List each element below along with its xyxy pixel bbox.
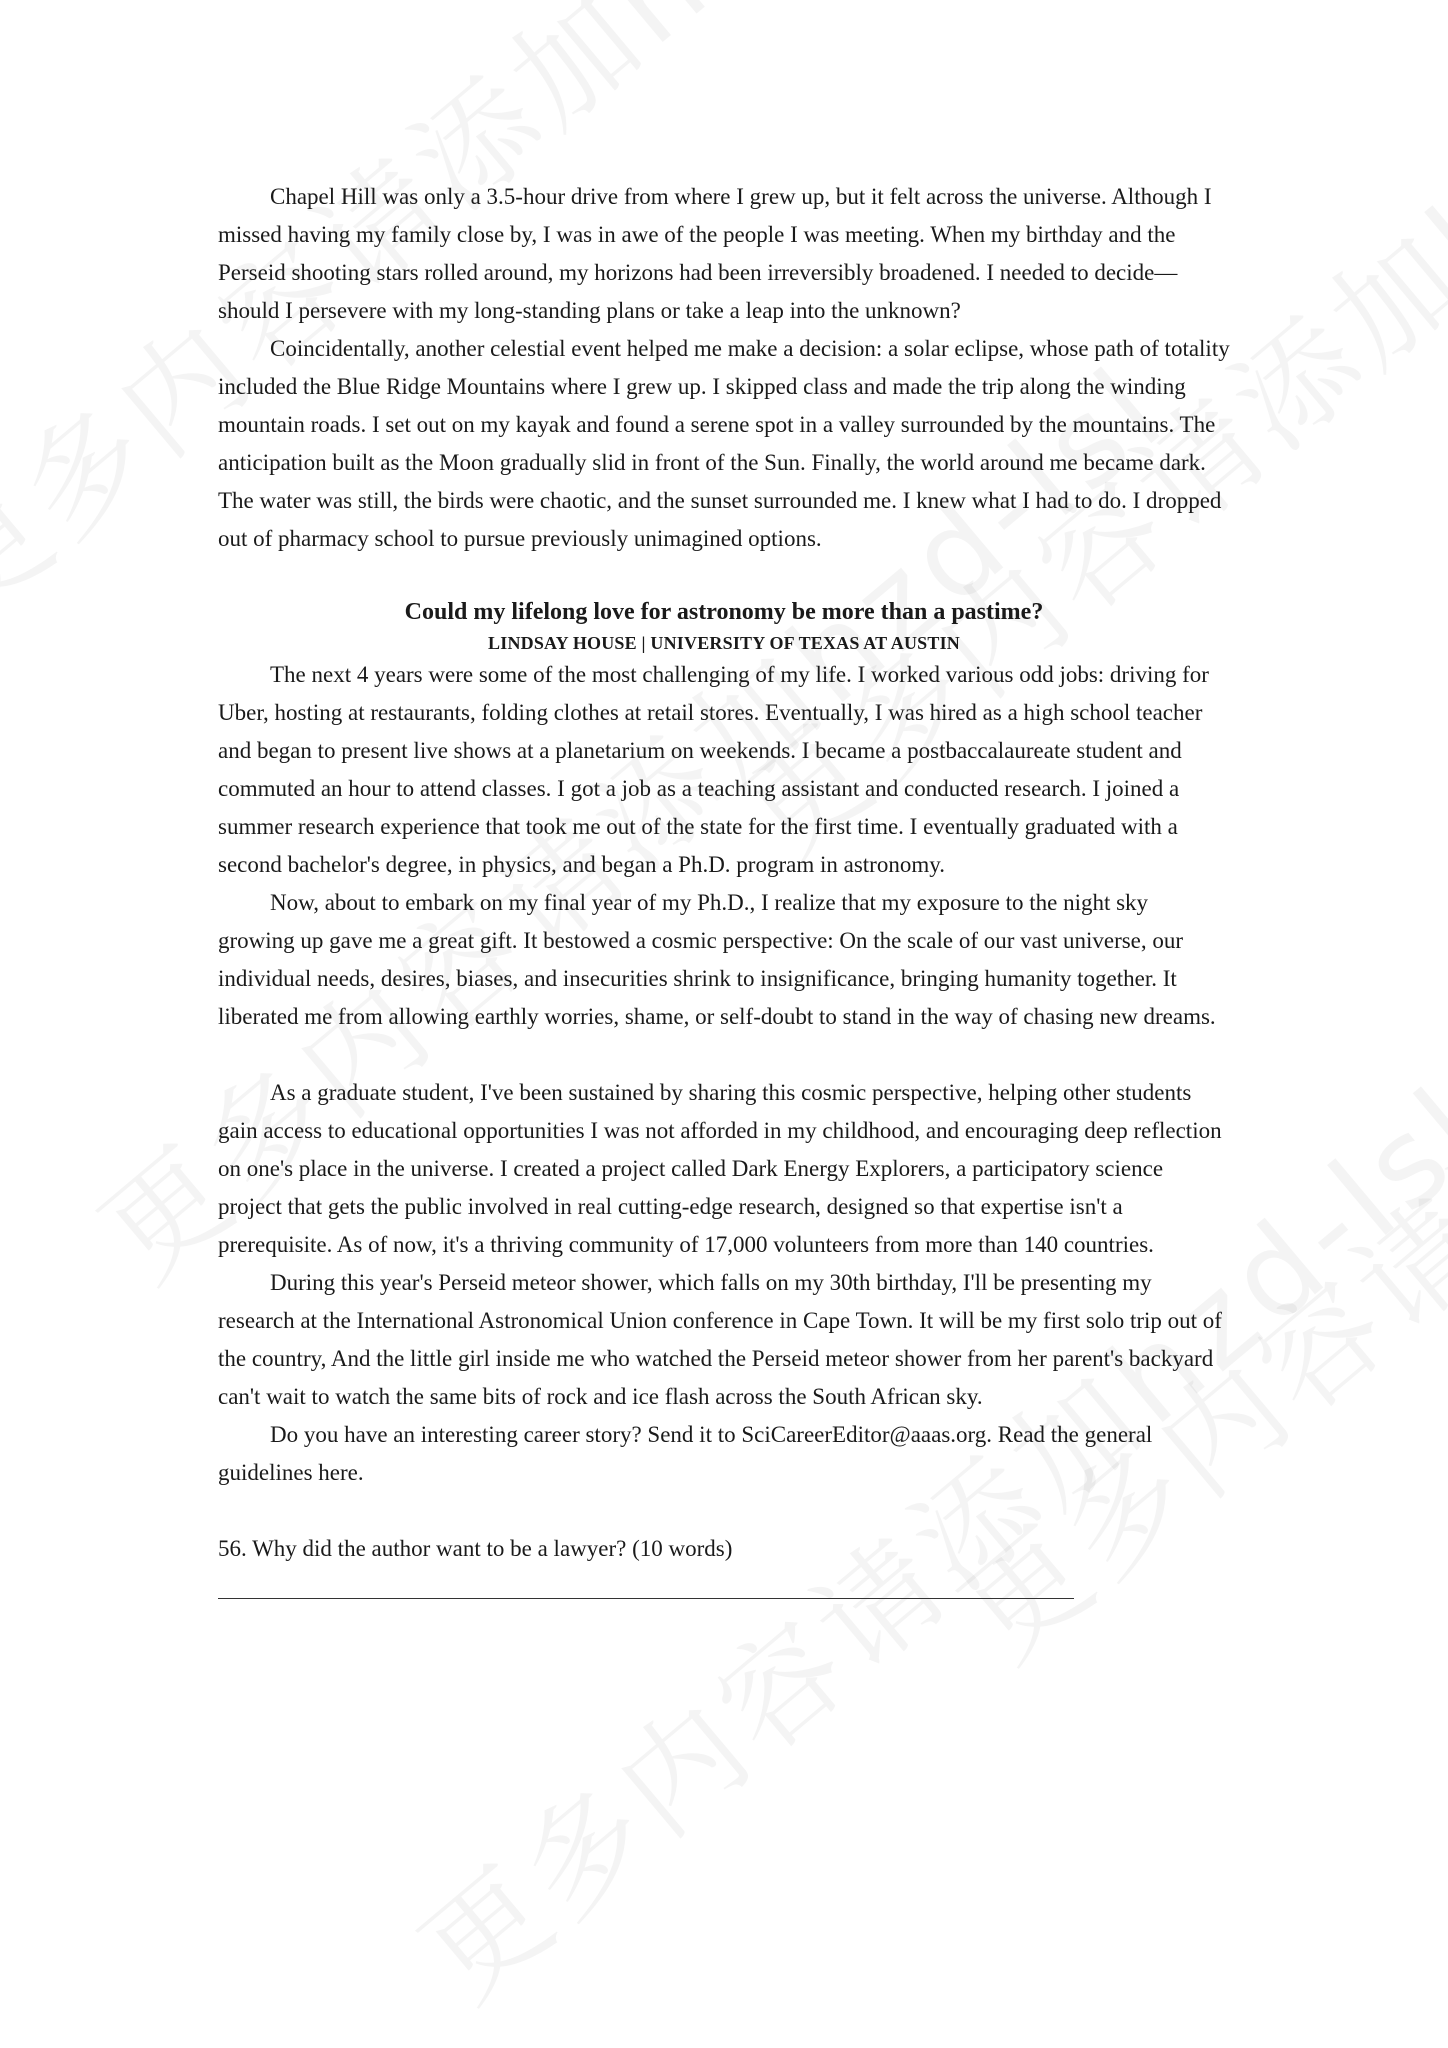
paragraph: Chapel Hill was only a 3.5-hour drive from where I grew up, but it felt across the universe. Although I missed having my family close by, I was in awe of the people I was meeting. When my birthday and the Perseid shooting stars rolled around, my horizons had been irreversibly broadened. I needed to decide—should I persevere with my long-standing plans or take a leap into the unknown? [218, 184, 1212, 323]
paragraph: Do you have an interesting career story? Send it to SciCareerEditor@aaas.org. Read the general guidelines here. [218, 1422, 1153, 1485]
spacer [218, 1036, 1230, 1074]
document-body [218, 178, 1230, 1599]
question-text: 56. Why did the author want to be a lawyer? (10 words) [218, 1536, 733, 1561]
answer-line[interactable] [218, 1568, 1074, 1599]
paragraph: As a graduate student, I've been sustained by sharing this cosmic perspective, helping other students gain access to educational opportunities I was not afforded in my childhood, and encouraging deep reflection on one's place in the universe. I created a project called Dark Energy Explorers, a participatory science project that gets the public involved in real cutting-edge research, designed so that expertise isn't a prerequisite. As of now, it's a thriving community of 17,000 volunteers from more than 140 countries. [218, 1080, 1222, 1257]
paragraph: During this year's Perseid meteor shower, which falls on my 30th birthday, I'll be presenting my research at the International Astronomical Union conference in Cape Town. It will be my first solo trip out of the country, And the little girl inside me who watched the Perseid meteor shower from her parent's backyard can't wait to watch the same bits of rock and ice flash across the South African sky. [218, 1270, 1222, 1409]
spacer [218, 558, 1230, 580]
paragraph: Now, about to embark on my final year of my Ph.D., I realize that my exposure to the night sky growing up gave me a great gift. It bestowed a cosmic perspective: On the scale of our vast universe, our individual needs, desires, biases, and insecurities shrink to insignificance, bringing humanity together. It liberated me from allowing earthly worries, shame, or self-doubt to stand in the way of chasing new dreams. [218, 890, 1216, 1029]
paragraph: The next 4 years were some of the most challenging of my life. I worked various odd jobs: driving for Uber, hosting at restaurants, folding clothes at retail stores. Eventually, I was hired as a high school teacher and began to present live shows at a planetarium on weekends. I became a postbaccalaureate student and commuted an hour to attend classes. I got a job as a teaching assistant and conducted research. I joined a summer research experience that took me out of the state for the first time. I eventually graduated with a second bachelor's degree, in physics, and began a Ph.D. program in astronomy. [218, 662, 1209, 877]
article-byline: LINDSAY HOUSE | UNIVERSITY OF TEXAS AT AUSTIN [488, 633, 960, 653]
paragraph: Coincidentally, another celestial event helped me make a decision: a solar eclipse, whose path of totality included the Blue Ridge Mountains where I grew up. I skipped class and made the trip along the winding mountain roads. I set out on my kayak and found a serene spot in a valley surrounded by the mountains. The anticipation built as the Moon gradually slid in front of the Sun. Finally, the world around me became dark. The water was still, the birds were chaotic, and the sunset surrounded me. I knew what I had to do. I dropped out of pharmacy school to pursue previously unimagined options. [218, 336, 1230, 551]
article-title: Could my lifelong love for astronomy be more than a pastime? [404, 599, 1044, 625]
spacer [218, 1492, 1230, 1530]
